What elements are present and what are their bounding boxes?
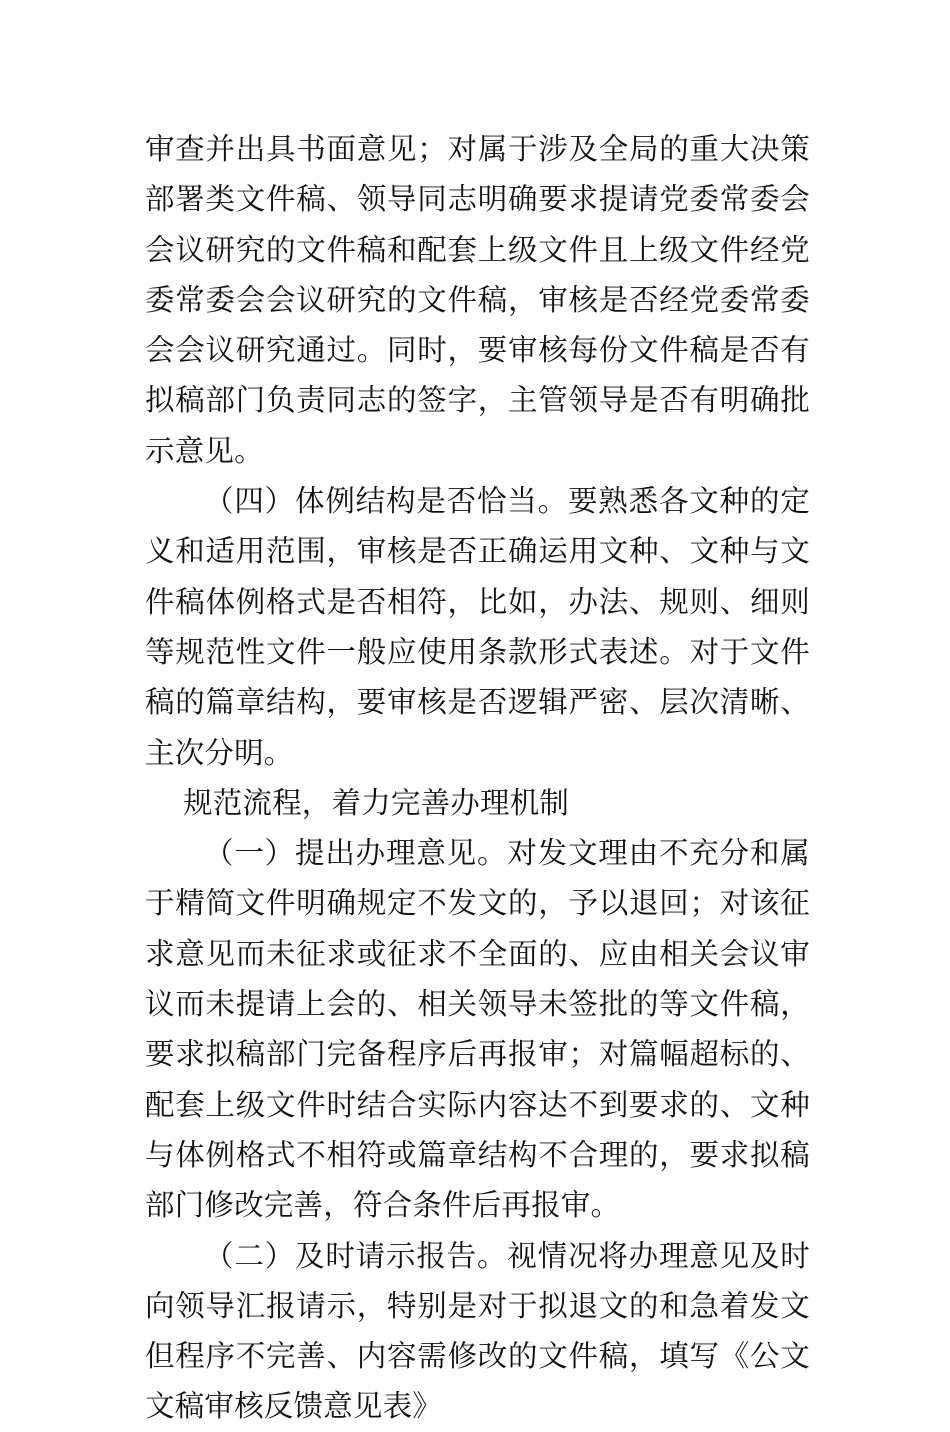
paragraph-subsection-one: （一）提出办理意见。对发文理由不充分和属于精简文件明确规定不发文的，予以退回；对该征求意见而未征求或征求不全面的、应由相关会议审议而未提请上会的、相关领导未签批的等文件稿，要求拟稿部门完备程序后再报审；对篇幅超标的、配套上级文件时结合实际内容达不到要求的、文种与体例格式不相符或篇章结构不合理的，要求拟稿部门修改完善，符合条件后再报审。 xyxy=(145,836,810,1223)
paragraph-subsection-two: （二）及时请示报告。视情况将办理意见及时向领导汇报请示，特别是对于拟退文的和急着发文但程序不完善、内容需修改的文件稿，填写《公文文稿审核反馈意见表》 xyxy=(145,1238,810,1424)
paragraph-continuation: 审查并出具书面意见；对属于涉及全局的重大决策部署类文件稿、领导同志明确要求提请党委常委会会议研究的文件稿和配套上级文件且上级文件经党委常委会会议研究的文件稿，审核是否经党委常委会会议研究通过。同时，要审核每份文件稿是否有拟稿部门负责同志的签字，主管领导是否有明确批示意见。 xyxy=(145,132,810,468)
section-heading: 规范流程，着力完善办理机制 xyxy=(183,785,570,820)
paragraph-section-four: （四）体例结构是否恰当。要熟悉各文种的定义和适用范围，审核是否正确运用文种、文种与文件稿体例格式是否相符，比如，办法、规则、细则等规范性文件一般应使用条款形式表述。对于文件稿的篇章结构，要审核是否逻辑严密、层次清晰、主次分明。 xyxy=(145,484,810,770)
document-body xyxy=(145,124,810,1432)
